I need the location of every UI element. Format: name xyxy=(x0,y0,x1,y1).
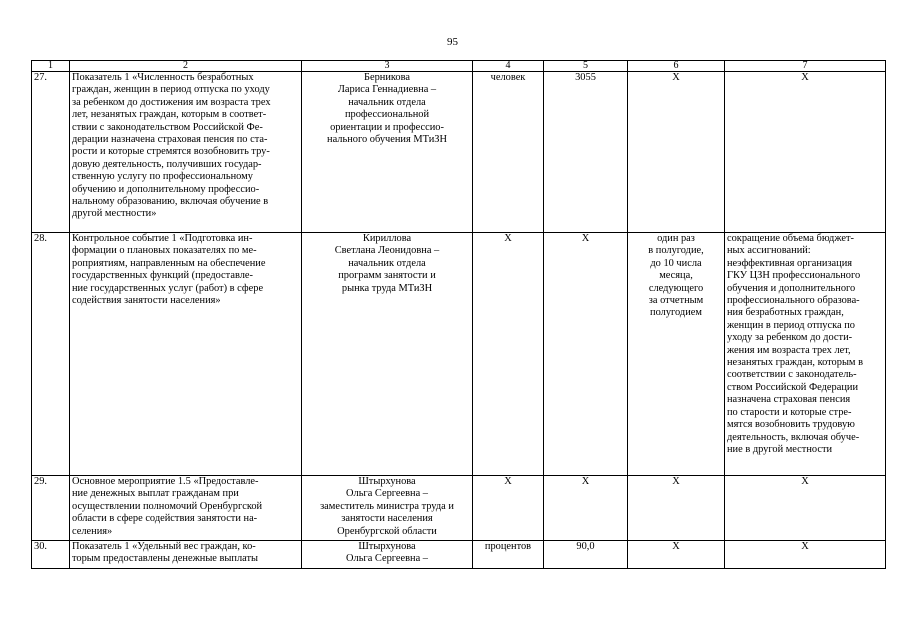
row-note xyxy=(725,541,886,569)
row-name-text: Основное мероприятие 1.5 «Предоставле- ние денежных выплат гражданам при осуществлении полномочий Оренбургской области в сфере содействия занятости на- селения» xyxy=(72,476,263,537)
row-note xyxy=(725,72,886,233)
row-responsible-text: Берникова Лариса Геннадиевна – начальник отдела профессиональной ориентации и профессио- нального обучения МТиЗН xyxy=(327,72,447,146)
row-name xyxy=(70,233,302,476)
row-responsible-text: Кириллова Светлана Леонидовна – начальник отдела программ занятости и рынка труда МТиЗН xyxy=(334,233,440,294)
row-number-text: 29. xyxy=(34,476,47,487)
row-value-text: 90,0 xyxy=(576,541,595,552)
column-header: 3 xyxy=(302,61,473,72)
row-note-text: Х xyxy=(801,541,809,552)
column-header: 4 xyxy=(473,61,544,72)
row-unit-text: Х xyxy=(504,233,512,244)
row-term xyxy=(628,72,725,233)
row-number-text: 30. xyxy=(34,541,47,552)
column-header: 7 xyxy=(725,61,886,72)
row-unit-text: Х xyxy=(504,476,512,487)
row-responsible xyxy=(302,233,473,476)
row-value-text: Х xyxy=(581,476,590,487)
row-unit-text: процентов xyxy=(484,541,532,552)
row-term xyxy=(628,233,725,476)
row-term xyxy=(628,476,725,541)
table-row xyxy=(32,476,886,541)
row-value-text: 3055 xyxy=(575,72,596,83)
table-row xyxy=(32,72,886,233)
row-number-text: 27. xyxy=(34,72,47,83)
row-number xyxy=(32,72,70,233)
row-responsible xyxy=(302,476,473,541)
row-note xyxy=(725,233,886,476)
row-unit xyxy=(473,476,544,541)
row-value-text: Х xyxy=(581,233,590,244)
row-unit xyxy=(473,541,544,569)
row-name xyxy=(70,72,302,233)
row-term xyxy=(628,541,725,569)
row-value xyxy=(544,233,628,476)
row-name-text: Показатель 1 «Численность безработных граждан, женщин в период отпуска по уходу за ребенком до достижения им возраста трех лет, незанятых граждан, которым в соответ- ствии с законодательством Российской Фе- дерации назначена страховая пенсия по ста- рости и которые стремятся возобновить тру- довую деятельность, получивших государ- ственную услугу по профессиональному обучению и дополнительному профессио- нальному образованию, включая обучение в другой местности» xyxy=(72,72,271,220)
row-unit xyxy=(473,72,544,233)
row-name xyxy=(70,476,302,541)
row-term-text: Х xyxy=(672,476,680,487)
column-header: 2 xyxy=(70,61,302,72)
table-row xyxy=(32,233,886,476)
row-term-text: Х xyxy=(672,72,680,83)
row-term-text: один раз в полугодие, до 10 числа месяца, следующего за отчетным полугодием xyxy=(648,233,704,319)
row-number xyxy=(32,233,70,476)
column-header: 1 xyxy=(32,61,70,72)
table-header-row xyxy=(32,61,886,72)
row-number xyxy=(32,541,70,569)
row-name-text: Показатель 1 «Удельный вес граждан, ко- торым предоставлены денежные выплаты xyxy=(72,541,259,565)
row-note xyxy=(725,476,886,541)
row-responsible-text: Штырхунова Ольга Сергеевна – заместитель министра труда и занятости населения Оренбургской области xyxy=(320,476,454,537)
row-number xyxy=(32,476,70,541)
row-note-text: сокращение объема бюджет- ных ассигнований: неэффективная организация ГКУ ЦЗН профессионального обучения и дополнительного профессионального образова- ния безработных граждан, женщин в период отпуска по уходу за ребенком до дости- жения им возраста трех лет, незанятых граждан, которым в соответствии с законодатель- ством Российской Федерации назначена страховая пенсия по старости и которые стре- мятся возобновить трудовую деятельность, включая обуче- ние в другой местности xyxy=(727,233,864,455)
row-note-text: Х xyxy=(801,476,809,487)
row-name-text: Контрольное событие 1 «Подготовка ин- формации о плановых показателях по ме- роприятиям, направленным на обеспечение государственных функций (предоставле- ние государственных услуг (работ) в сфере содействия занятости населения» xyxy=(72,233,266,307)
row-value xyxy=(544,72,628,233)
row-number-text: 28. xyxy=(34,233,47,244)
column-header: 5 xyxy=(544,61,628,72)
column-header: 6 xyxy=(628,61,725,72)
row-value xyxy=(544,476,628,541)
page-number: 95 xyxy=(447,36,458,48)
document-table xyxy=(31,60,886,569)
row-term-text: Х xyxy=(672,541,680,552)
row-responsible xyxy=(302,72,473,233)
row-responsible xyxy=(302,541,473,569)
row-unit xyxy=(473,233,544,476)
row-unit-text: человек xyxy=(490,72,526,83)
row-name xyxy=(70,541,302,569)
row-value xyxy=(544,541,628,569)
table-row xyxy=(32,541,886,569)
row-note-text: Х xyxy=(801,72,809,83)
row-responsible-text: Штырхунова Ольга Сергеевна – xyxy=(346,541,428,565)
